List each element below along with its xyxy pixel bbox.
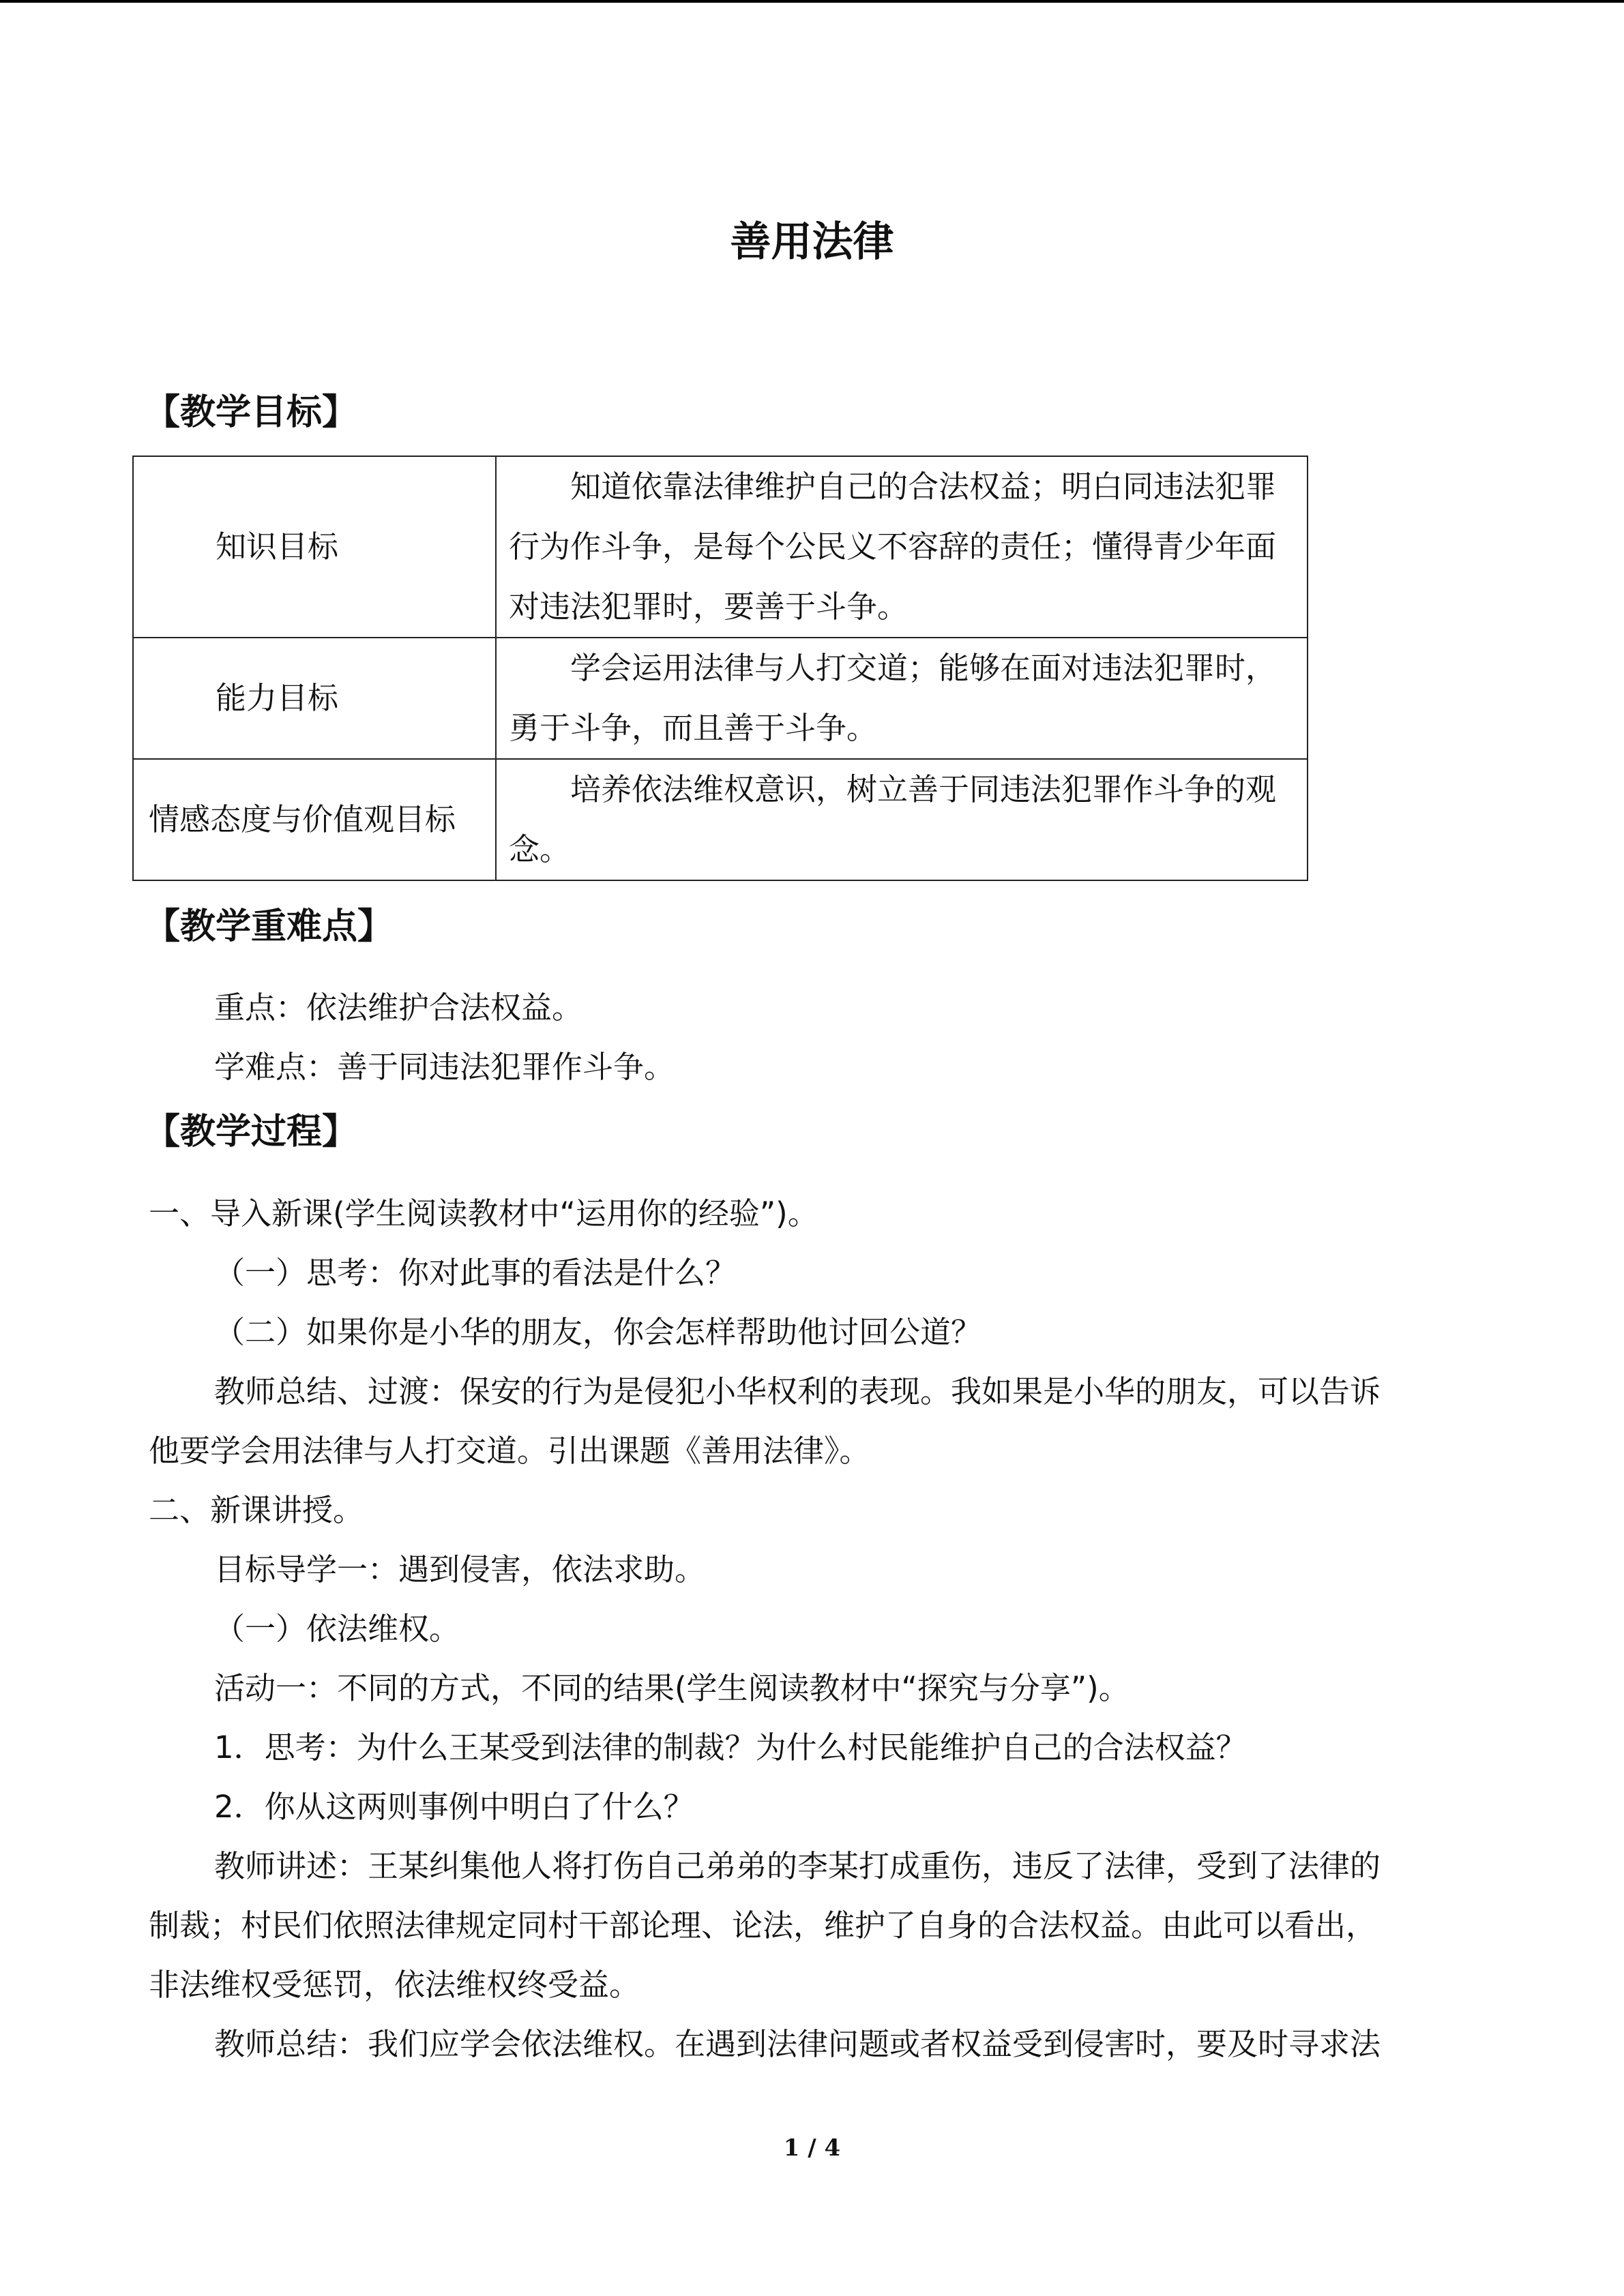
table-row	[133, 759, 1308, 880]
section-heading-objectives: 【教学目标】	[145, 392, 358, 433]
process-line: 2．你从这两则事例中明白了什么？	[214, 1789, 694, 1825]
objective-label: 情感态度与价值观目标	[149, 801, 456, 837]
process-line: 活动一：不同的方式，不同的结果(学生阅读教材中“探究与分享”)。	[214, 1670, 1130, 1706]
objective-label: 能力目标	[216, 680, 339, 716]
objective-text: 培养依法维权意识，树立善于同违法犯罪作斗争的观念。	[496, 759, 1308, 880]
table-row	[133, 456, 1308, 638]
objective-text: 学会运用法律与人打交道；能够在面对违法犯罪时，勇于斗争，而且善于斗争。	[496, 638, 1308, 759]
process-line: 1．思考：为什么王某受到法律的制裁？为什么村民能维护自己的合法权益？	[214, 1729, 1247, 1765]
objectives-table	[132, 456, 1308, 881]
process-line: 目标导学一：遇到侵害，依法求助。	[214, 1551, 706, 1587]
objective-label-cell	[133, 638, 496, 759]
process-line: 教师讲述：王某纠集他人将打伤自己弟弟的李某打成重伤，违反了法律，受到了法律的	[214, 1848, 1381, 1884]
section-heading-keypoints: 【教学重难点】	[145, 906, 394, 947]
table-row	[133, 638, 1308, 759]
process-line: （二）如果你是小华的朋友，你会怎样帮助他讨回公道？	[214, 1314, 982, 1350]
objective-text: 知道依靠法律维护自己的合法权益；明白同违法犯罪行为作斗争，是每个公民义不容辞的责任；懂得青少年面对违法犯罪时，要善于斗争。	[496, 456, 1308, 638]
process-line: 一、导入新课(学生阅读教材中“运用你的经验”)。	[149, 1195, 818, 1232]
process-line: 教师总结、过渡：保安的行为是侵犯小华权利的表现。我如果是小华的朋友，可以告诉	[214, 1373, 1381, 1410]
process-line: 非法维权受惩罚，依法维权终受益。	[149, 1967, 640, 2003]
process-line: 制裁；村民们依照法律规定同村干部论理、论法，维护了自身的合法权益。由此可以看出，	[149, 1907, 1377, 1943]
process-line: （一）思考：你对此事的看法是什么？	[214, 1255, 737, 1291]
keypoint-difficult: 学难点：善于同违法犯罪作斗争。	[214, 1049, 675, 1085]
page-number: 1 / 4	[783, 2134, 841, 2162]
objective-label-cell	[133, 456, 496, 638]
section-heading-process: 【教学过程】	[145, 1112, 358, 1152]
process-line: 二、新课讲授。	[149, 1492, 364, 1528]
process-line: （一）依法维权。	[214, 1611, 460, 1647]
objective-label: 知识目标	[216, 528, 339, 565]
page-title: 善用法律	[730, 218, 894, 266]
process-line: 他要学会用法律与人打交道。引出课题《善用法律》。	[149, 1433, 870, 1469]
process-line: 教师总结：我们应学会依法维权。在遇到法律问题或者权益受到侵害时，要及时寻求法	[214, 2026, 1381, 2062]
keypoint-key: 重点：依法维护合法权益。	[214, 989, 583, 1026]
top-border	[0, 0, 1624, 3]
objective-label-cell	[133, 759, 496, 880]
